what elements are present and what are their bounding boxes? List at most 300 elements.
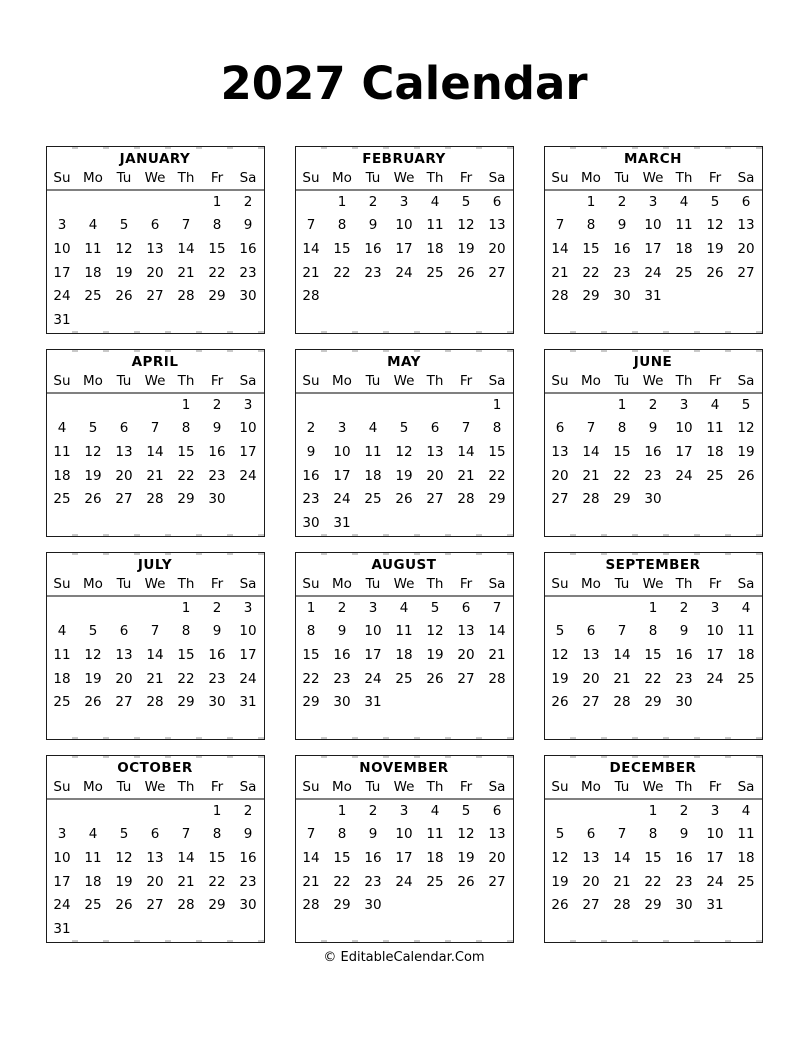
day-cell: 30 <box>208 694 226 711</box>
day-cell: 3 <box>648 193 658 210</box>
day-cell: 22 <box>644 873 662 890</box>
day-cell: 26 <box>457 873 475 890</box>
day-cell: 3 <box>243 599 253 616</box>
weekday-label: Su <box>551 372 569 389</box>
weekday-label: Sa <box>239 778 257 795</box>
day-cell: 15 <box>208 850 226 867</box>
day-cell: 9 <box>368 217 378 234</box>
day-cell: 2 <box>679 802 689 819</box>
weekday-label: Tu <box>365 169 381 186</box>
day-cell: 11 <box>53 444 71 461</box>
day-cell: 15 <box>208 241 226 258</box>
day-cell: 17 <box>706 850 724 867</box>
weekday-label: Th <box>426 372 444 389</box>
day-cell: 27 <box>488 873 506 890</box>
weekday-row <box>545 778 762 796</box>
day-cell: 14 <box>582 444 600 461</box>
weekday-label: Fr <box>459 575 473 592</box>
weekday-label: Fr <box>210 778 224 795</box>
day-cell: 23 <box>333 670 351 687</box>
day-cell: 24 <box>364 670 382 687</box>
month-february <box>295 146 514 334</box>
day-cell: 19 <box>551 670 569 687</box>
day-cell: 15 <box>333 850 351 867</box>
weekday-label: Tu <box>116 778 132 795</box>
day-cell: 30 <box>644 491 662 508</box>
day-cell: 13 <box>426 444 444 461</box>
weekday-label: Su <box>302 778 320 795</box>
weekday-label: Sa <box>488 575 506 592</box>
day-cell: 9 <box>368 826 378 843</box>
weekday-label: Fr <box>210 372 224 389</box>
day-cell: 13 <box>146 241 164 258</box>
day-cell: 7 <box>306 826 316 843</box>
day-cell: 26 <box>84 694 102 711</box>
day-cell: 5 <box>119 826 129 843</box>
weekday-label: Sa <box>737 169 755 186</box>
day-cell: 16 <box>239 850 257 867</box>
day-cell: 12 <box>84 647 102 664</box>
day-cell: 17 <box>333 467 351 484</box>
day-cell: 31 <box>333 515 351 532</box>
month-header <box>47 553 264 597</box>
day-cell: 6 <box>555 420 565 437</box>
day-cell: 6 <box>150 217 160 234</box>
day-cell: 27 <box>551 491 569 508</box>
day-cell: 17 <box>53 873 71 890</box>
weekday-label: Mo <box>581 575 601 592</box>
weekday-label: Mo <box>581 169 601 186</box>
month-july <box>46 552 265 740</box>
day-cell: 27 <box>737 264 755 281</box>
day-cell: 22 <box>488 467 506 484</box>
weekday-label: Fr <box>708 372 722 389</box>
day-cell: 3 <box>679 396 689 413</box>
day-cell: 1 <box>617 396 627 413</box>
day-cell: 22 <box>177 467 195 484</box>
day-cell: 5 <box>88 420 98 437</box>
weekday-label: Mo <box>332 778 352 795</box>
day-cell: 2 <box>648 396 658 413</box>
day-cell: 10 <box>706 623 724 640</box>
day-cell: 23 <box>675 873 693 890</box>
day-cell: 4 <box>741 599 751 616</box>
day-cell: 5 <box>119 217 129 234</box>
weekday-label: Fr <box>459 169 473 186</box>
day-cell: 2 <box>679 599 689 616</box>
weekday-label: Sa <box>488 778 506 795</box>
day-cell: 7 <box>617 623 627 640</box>
weekday-label: Fr <box>210 575 224 592</box>
day-cell: 13 <box>551 444 569 461</box>
day-cell: 8 <box>648 826 658 843</box>
day-cell: 11 <box>675 217 693 234</box>
day-cell: 15 <box>582 241 600 258</box>
day-cell: 20 <box>115 670 133 687</box>
day-cell: 2 <box>617 193 627 210</box>
weekday-label: Su <box>53 778 71 795</box>
day-cell: 3 <box>57 826 67 843</box>
day-cell: 22 <box>177 670 195 687</box>
weekday-label: We <box>144 372 166 389</box>
day-grid <box>296 800 513 942</box>
day-cell: 1 <box>337 193 347 210</box>
day-cell: 7 <box>586 420 596 437</box>
weekday-label: Su <box>53 575 71 592</box>
day-cell: 21 <box>613 670 631 687</box>
weekday-row <box>47 169 264 187</box>
day-cell: 31 <box>53 921 71 938</box>
day-cell: 16 <box>239 241 257 258</box>
day-cell: 23 <box>302 491 320 508</box>
day-grid <box>545 800 762 942</box>
day-cell: 21 <box>302 873 320 890</box>
day-cell: 10 <box>239 623 257 640</box>
day-cell: 20 <box>146 873 164 890</box>
day-cell: 28 <box>613 897 631 914</box>
day-cell: 6 <box>586 826 596 843</box>
day-cell: 30 <box>239 288 257 305</box>
day-cell: 23 <box>364 264 382 281</box>
weekday-label: We <box>144 169 166 186</box>
day-cell: 29 <box>177 694 195 711</box>
day-cell: 11 <box>426 217 444 234</box>
month-november <box>295 755 514 943</box>
day-cell: 12 <box>551 850 569 867</box>
day-cell: 17 <box>644 241 662 258</box>
day-cell: 9 <box>243 217 253 234</box>
weekday-label: We <box>642 372 664 389</box>
day-cell: 12 <box>426 623 444 640</box>
day-cell: 3 <box>57 217 67 234</box>
day-cell: 10 <box>53 850 71 867</box>
day-grid <box>545 191 762 333</box>
day-cell: 22 <box>333 873 351 890</box>
day-cell: 13 <box>737 217 755 234</box>
day-cell: 25 <box>706 467 724 484</box>
day-cell: 31 <box>706 897 724 914</box>
day-cell: 21 <box>146 670 164 687</box>
day-grid <box>545 597 762 739</box>
day-cell: 22 <box>302 670 320 687</box>
day-cell: 20 <box>488 850 506 867</box>
weekday-label: We <box>393 372 415 389</box>
day-cell: 8 <box>181 420 191 437</box>
month-title: MAY <box>387 353 421 370</box>
day-grid <box>47 597 264 739</box>
day-cell: 28 <box>551 288 569 305</box>
day-cell: 19 <box>706 241 724 258</box>
day-cell: 7 <box>181 217 191 234</box>
day-cell: 25 <box>426 873 444 890</box>
weekday-label: Th <box>675 575 693 592</box>
day-cell: 28 <box>146 491 164 508</box>
day-cell: 5 <box>399 420 409 437</box>
day-cell: 24 <box>395 264 413 281</box>
month-december <box>544 755 763 943</box>
day-cell: 21 <box>177 873 195 890</box>
weekday-label: Su <box>302 169 320 186</box>
day-cell: 2 <box>243 802 253 819</box>
day-grid <box>47 394 264 536</box>
day-cell: 12 <box>737 420 755 437</box>
day-cell: 20 <box>115 467 133 484</box>
weekday-label: Sa <box>488 372 506 389</box>
day-cell: 25 <box>737 873 755 890</box>
month-title: MARCH <box>624 150 682 167</box>
weekday-label: Th <box>177 778 195 795</box>
day-cell: 5 <box>461 193 471 210</box>
weekday-label: Su <box>551 778 569 795</box>
month-header <box>296 553 513 597</box>
day-cell: 21 <box>488 647 506 664</box>
day-cell: 9 <box>679 826 689 843</box>
day-cell: 14 <box>488 623 506 640</box>
day-cell: 28 <box>457 491 475 508</box>
month-header <box>545 350 762 394</box>
day-cell: 5 <box>430 599 440 616</box>
day-cell: 26 <box>737 467 755 484</box>
month-april <box>46 349 265 537</box>
month-header <box>47 756 264 800</box>
day-cell: 3 <box>337 420 347 437</box>
month-title: JULY <box>137 556 173 573</box>
day-cell: 15 <box>644 647 662 664</box>
day-cell: 7 <box>555 217 565 234</box>
day-cell: 27 <box>488 264 506 281</box>
day-cell: 6 <box>461 599 471 616</box>
day-cell: 19 <box>115 264 133 281</box>
day-cell: 10 <box>395 217 413 234</box>
day-cell: 19 <box>457 850 475 867</box>
weekday-label: Mo <box>581 778 601 795</box>
day-cell: 18 <box>84 264 102 281</box>
day-cell: 16 <box>333 647 351 664</box>
day-cell: 18 <box>53 670 71 687</box>
day-cell: 30 <box>613 288 631 305</box>
day-cell: 23 <box>644 467 662 484</box>
day-cell: 27 <box>582 897 600 914</box>
day-cell: 7 <box>181 826 191 843</box>
day-cell: 21 <box>177 264 195 281</box>
weekday-row <box>47 372 264 390</box>
day-cell: 12 <box>115 850 133 867</box>
day-cell: 24 <box>239 467 257 484</box>
day-cell: 5 <box>88 623 98 640</box>
day-cell: 3 <box>710 599 720 616</box>
day-cell: 28 <box>582 491 600 508</box>
day-cell: 24 <box>53 288 71 305</box>
day-cell: 10 <box>644 217 662 234</box>
day-cell: 5 <box>741 396 751 413</box>
day-cell: 17 <box>395 241 413 258</box>
day-cell: 30 <box>302 515 320 532</box>
month-june <box>544 349 763 537</box>
day-cell: 28 <box>613 694 631 711</box>
day-cell: 25 <box>53 694 71 711</box>
weekday-label: We <box>144 575 166 592</box>
day-cell: 20 <box>146 264 164 281</box>
day-cell: 27 <box>115 694 133 711</box>
weekday-label: Mo <box>332 169 352 186</box>
day-cell: 16 <box>675 850 693 867</box>
weekday-label: Tu <box>614 372 630 389</box>
day-cell: 27 <box>457 670 475 687</box>
day-cell: 22 <box>582 264 600 281</box>
day-cell: 13 <box>488 217 506 234</box>
month-header <box>47 350 264 394</box>
weekday-row <box>545 169 762 187</box>
day-cell: 17 <box>364 647 382 664</box>
day-cell: 24 <box>706 670 724 687</box>
weekday-label: Mo <box>332 372 352 389</box>
day-cell: 18 <box>53 467 71 484</box>
day-cell: 8 <box>586 217 596 234</box>
weekday-label: Fr <box>708 778 722 795</box>
day-cell: 17 <box>675 444 693 461</box>
day-cell: 28 <box>146 694 164 711</box>
day-cell: 8 <box>212 217 222 234</box>
weekday-row <box>47 575 264 593</box>
day-cell: 18 <box>737 647 755 664</box>
month-header <box>296 756 513 800</box>
day-cell: 4 <box>430 193 440 210</box>
weekday-label: Tu <box>614 575 630 592</box>
day-cell: 6 <box>586 623 596 640</box>
day-cell: 17 <box>395 850 413 867</box>
day-cell: 2 <box>212 599 222 616</box>
day-cell: 26 <box>115 897 133 914</box>
day-cell: 4 <box>57 420 67 437</box>
day-cell: 16 <box>302 467 320 484</box>
weekday-row <box>296 575 513 593</box>
weekday-label: Tu <box>116 372 132 389</box>
day-cell: 29 <box>177 491 195 508</box>
day-cell: 11 <box>84 850 102 867</box>
day-cell: 24 <box>675 467 693 484</box>
day-cell: 9 <box>306 444 316 461</box>
day-cell: 12 <box>551 647 569 664</box>
day-cell: 4 <box>679 193 689 210</box>
day-cell: 17 <box>239 444 257 461</box>
day-cell: 24 <box>53 897 71 914</box>
day-cell: 2 <box>337 599 347 616</box>
day-cell: 20 <box>488 241 506 258</box>
day-cell: 7 <box>306 217 316 234</box>
weekday-label: Tu <box>116 575 132 592</box>
weekday-label: Su <box>53 169 71 186</box>
day-cell: 26 <box>551 694 569 711</box>
day-cell: 25 <box>53 491 71 508</box>
day-cell: 29 <box>582 288 600 305</box>
weekday-label: Th <box>426 778 444 795</box>
day-cell: 3 <box>399 802 409 819</box>
day-cell: 30 <box>239 897 257 914</box>
weekday-row <box>296 372 513 390</box>
day-cell: 12 <box>706 217 724 234</box>
page-title: 2027 Calendar <box>220 57 588 110</box>
day-grid <box>47 191 264 333</box>
weekday-label: Su <box>53 372 71 389</box>
day-cell: 1 <box>181 599 191 616</box>
day-cell: 14 <box>146 647 164 664</box>
day-cell: 4 <box>741 802 751 819</box>
day-cell: 11 <box>737 826 755 843</box>
day-cell: 27 <box>146 288 164 305</box>
day-cell: 21 <box>551 264 569 281</box>
day-cell: 11 <box>53 647 71 664</box>
day-cell: 15 <box>613 444 631 461</box>
day-cell: 17 <box>53 264 71 281</box>
day-cell: 2 <box>212 396 222 413</box>
weekday-label: Tu <box>365 372 381 389</box>
weekday-label: Th <box>675 778 693 795</box>
day-cell: 18 <box>737 850 755 867</box>
day-grid <box>296 191 513 333</box>
day-cell: 21 <box>457 467 475 484</box>
day-cell: 6 <box>492 802 502 819</box>
day-cell: 6 <box>741 193 751 210</box>
day-cell: 3 <box>243 396 253 413</box>
month-title: NOVEMBER <box>359 759 449 776</box>
day-cell: 4 <box>88 826 98 843</box>
weekday-label: Su <box>551 169 569 186</box>
day-cell: 19 <box>84 467 102 484</box>
day-cell: 10 <box>53 241 71 258</box>
weekday-row <box>47 778 264 796</box>
day-cell: 8 <box>306 623 316 640</box>
month-september <box>544 552 763 740</box>
weekday-label: Sa <box>239 372 257 389</box>
day-cell: 5 <box>461 802 471 819</box>
day-cell: 29 <box>208 897 226 914</box>
day-cell: 31 <box>644 288 662 305</box>
day-cell: 29 <box>208 288 226 305</box>
day-cell: 15 <box>333 241 351 258</box>
weekday-label: Th <box>426 575 444 592</box>
day-cell: 1 <box>212 193 222 210</box>
day-cell: 11 <box>426 826 444 843</box>
day-cell: 5 <box>555 623 565 640</box>
day-cell: 9 <box>243 826 253 843</box>
day-cell: 30 <box>675 694 693 711</box>
day-cell: 1 <box>586 193 596 210</box>
day-cell: 4 <box>399 599 409 616</box>
day-cell: 9 <box>648 420 658 437</box>
day-cell: 30 <box>364 897 382 914</box>
day-cell: 12 <box>457 217 475 234</box>
day-cell: 12 <box>457 826 475 843</box>
day-cell: 15 <box>177 647 195 664</box>
day-cell: 13 <box>115 444 133 461</box>
month-header <box>545 553 762 597</box>
day-cell: 20 <box>457 647 475 664</box>
day-cell: 25 <box>737 670 755 687</box>
day-cell: 14 <box>146 444 164 461</box>
day-cell: 10 <box>706 826 724 843</box>
day-cell: 27 <box>146 897 164 914</box>
day-grid <box>47 800 264 942</box>
day-cell: 22 <box>208 873 226 890</box>
month-title: SEPTEMBER <box>605 556 701 573</box>
day-cell: 14 <box>302 241 320 258</box>
weekday-label: Sa <box>239 169 257 186</box>
day-cell: 8 <box>492 420 502 437</box>
day-cell: 13 <box>582 850 600 867</box>
day-cell: 20 <box>582 670 600 687</box>
day-cell: 19 <box>395 467 413 484</box>
day-cell: 29 <box>333 897 351 914</box>
